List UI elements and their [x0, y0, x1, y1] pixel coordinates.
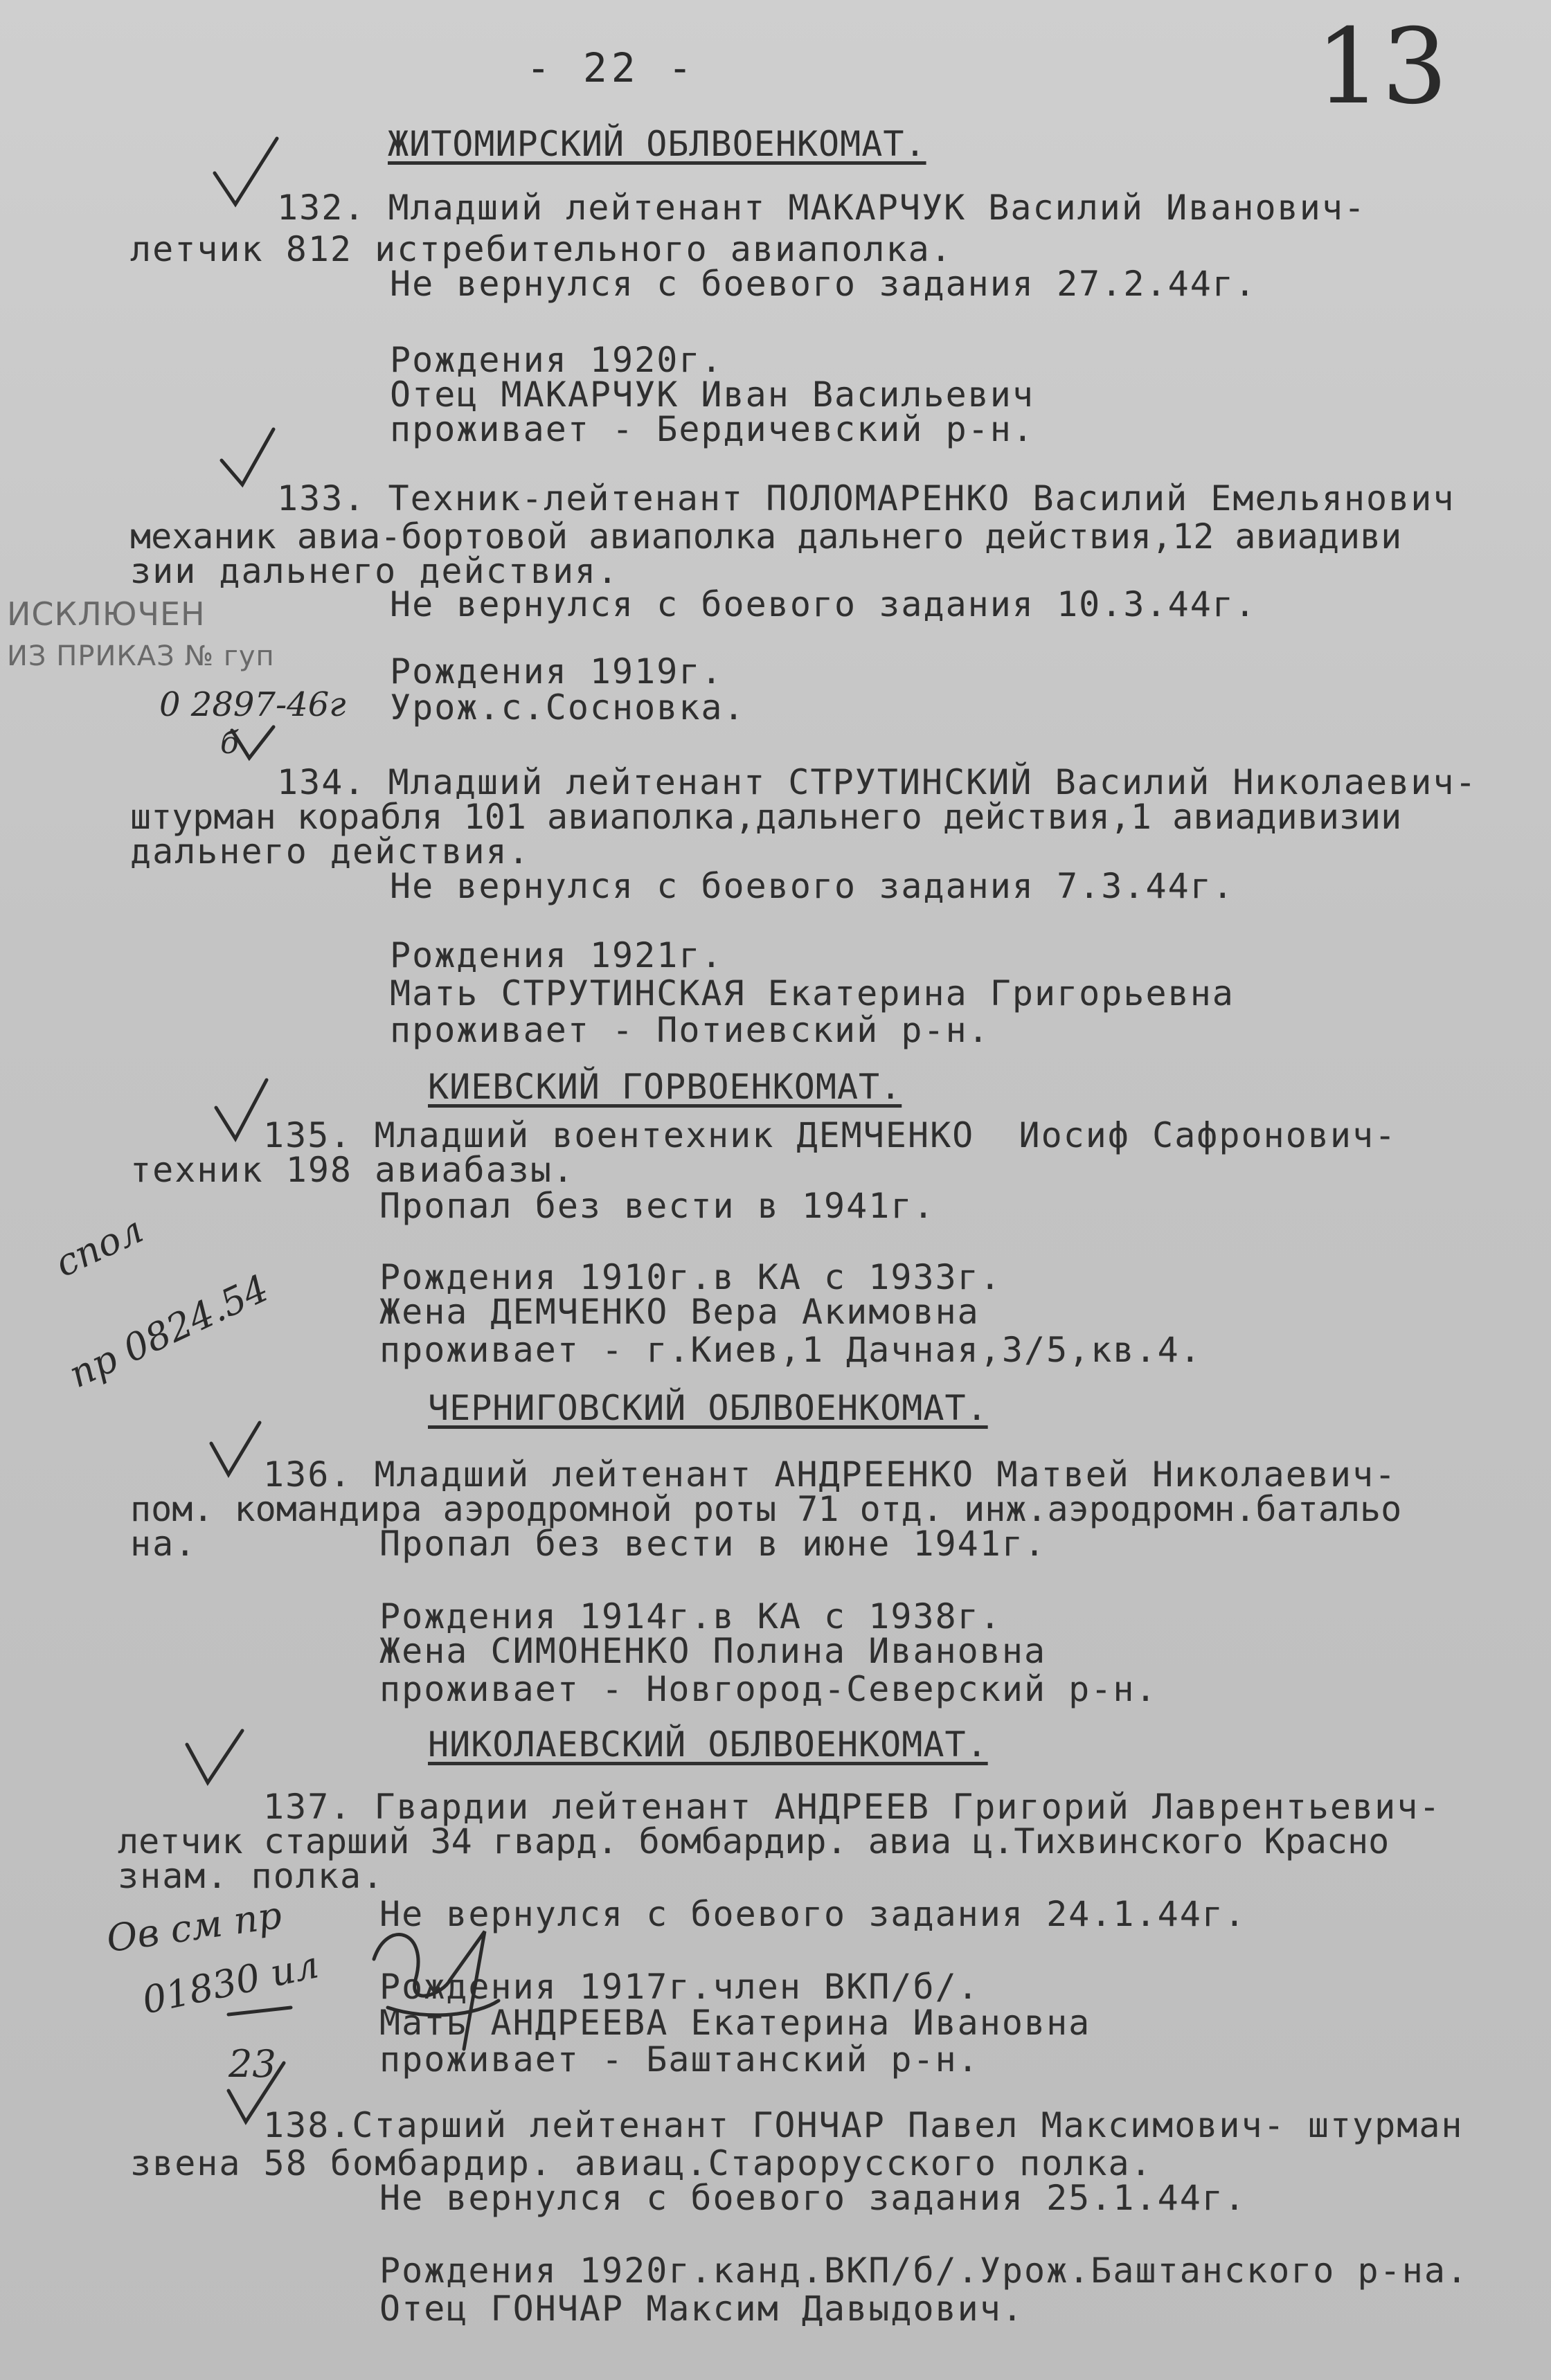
- entry-137-line-5: Рождения 1917г.член ВКП/б/.: [379, 1967, 980, 2007]
- entry-134-line-6: Мать СТРУТИНСКАЯ Екатерина Григорьевна: [390, 973, 1235, 1013]
- entry-136-line-6: Жена СИМОНЕНКО Полина Ивановна: [379, 1631, 1047, 1671]
- stamp-line-2: ИЗ ПРИКАЗ № гуп: [7, 640, 275, 672]
- entry-132-line-3: Не вернулся с боевого задания 27.2.44г.: [390, 264, 1257, 304]
- entry-137-line-3: знам. полка.: [118, 1856, 385, 1896]
- entry-134-line-3: дальнего действия.: [130, 831, 530, 872]
- handwritten-note-6: 23: [228, 2042, 276, 2086]
- entry-134-line-5: Рождения 1921г.: [390, 935, 724, 975]
- underline-mark: [228, 2008, 291, 2014]
- entry-136-line-2: пом. командира аэродромной роты 71 отд. инж.аэродромн.батальо: [130, 1489, 1402, 1529]
- entry-136-line-1: 136. Младший лейтенант АНДРЕЕНКО Матвей Николаевич-: [263, 1454, 1397, 1495]
- entry-133-line-1: 133. Техник-лейтенант ПОЛОМАРЕНКО Василий Емельянович: [277, 478, 1455, 519]
- handwritten-note-0: 0 2897-46г: [159, 685, 346, 724]
- entry-135-line-4: Рождения 1910г.в КА с 1933г.: [379, 1257, 1002, 1297]
- entry-133-line-4: Не вернулся с боевого задания 10.3.44г.: [390, 584, 1257, 624]
- entry-133-line-2: механик авиа-бортовой авиаполка дальнего действия,12 авиадиви: [130, 516, 1402, 557]
- entry-135-line-6: проживает - г.Киев,1 Дачная,3/5,кв.4.: [379, 1330, 1202, 1370]
- checkmark-icon: [187, 1731, 242, 1783]
- handwritten-note-1: б: [220, 725, 239, 761]
- entry-136-line-4: Пропал без вести в июне 1941г.: [379, 1524, 1047, 1564]
- entry-137-line-7: проживает - Баштанский р-н.: [379, 2039, 980, 2080]
- handwritten-note-4: Ов см пр: [104, 1893, 285, 1961]
- page-number: - 22 -: [526, 44, 697, 91]
- entry-134-line-4: Не вернулся с боевого задания 7.3.44г.: [390, 866, 1235, 906]
- entry-137-line-1: 137. Гвардии лейтенант АНДРЕЕВ Григорий Лаврентьевич-: [263, 1787, 1442, 1827]
- checkmark-icon: [222, 429, 274, 485]
- entry-137-line-2: летчик старший 34 гвард. бомбардир. авиа ц.Тихвинского Красно: [118, 1821, 1390, 1861]
- entry-135-line-2: техник 198 авиабазы.: [130, 1150, 575, 1190]
- entry-134-line-2: штурман корабля 101 авиаполка,дальнего действия,1 авиадивизии: [130, 797, 1402, 837]
- checkmark-icon: [215, 138, 277, 204]
- entry-135-line-1: 135. Младший воентехник ДЕМЧЕНКО Иосиф Сафронович-: [263, 1115, 1397, 1155]
- entry-137-line-4: Не вернулся с боевого задания 24.1.44г.: [379, 1894, 1246, 1934]
- entry-135-line-5: Жена ДЕМЧЕНКО Вера Акимовна: [379, 1292, 980, 1332]
- entry-132-line-6: проживает - Бердичевский р-н.: [390, 409, 1034, 449]
- sheet-number: 13: [1316, 7, 1448, 127]
- entry-136-line-5: Рождения 1914г.в КА с 1938г.: [379, 1596, 1002, 1637]
- entry-136-line-3: на.: [130, 1524, 197, 1564]
- checkmark-icon: [216, 1080, 267, 1139]
- entry-135-line-3: Пропал без вести в 1941г.: [379, 1186, 935, 1226]
- entry-132-line-1: 132. Младший лейтенант МАКАРЧУК Василий Иванович-: [277, 188, 1367, 228]
- entry-133-line-5: Рождения 1919г.: [390, 651, 724, 692]
- entry-134-line-1: 134. Младший лейтенант СТРУТИНСКИЙ Василий Николаевич-: [277, 762, 1478, 802]
- entry-138-line-4: Рождения 1920г.канд.ВКП/б/.Урож.Баштанского р-на.: [379, 2251, 1469, 2291]
- entry-133-line-6: Урож.с.Сосновка.: [390, 687, 746, 728]
- handwritten-note-5: 01830 ил: [138, 1942, 323, 2023]
- section-title-nikolaev: НИКОЛАЕВСКИЙ ОБЛВОЕНКОМАТ.: [428, 1724, 988, 1765]
- entry-138-line-2: звена 58 бомбардир. авиац.Старорусского полка.: [130, 2143, 1153, 2183]
- handwritten-note-3: пр 0824.54: [62, 1266, 276, 1397]
- entry-136-line-7: проживает - Новгород-Северский р-н.: [379, 1669, 1158, 1709]
- entry-133-line-3: зии дальнего действия.: [130, 551, 620, 591]
- section-title-chernigov: ЧЕРНИГОВСКИЙ ОБЛВОЕНКОМАТ.: [428, 1388, 988, 1428]
- entry-138-line-3: Не вернулся с боевого задания 25.1.44г.: [379, 2178, 1246, 2218]
- stamp-line-1: ИСКЛЮЧЕН: [7, 595, 206, 633]
- entry-132-line-4: Рождения 1920г.: [390, 340, 724, 380]
- entry-134-line-7: проживает - Потиевский р-н.: [390, 1010, 990, 1050]
- checkmark-icon: [211, 1423, 260, 1475]
- entry-132-line-2: летчик 812 истребительного авиаполка.: [130, 229, 953, 269]
- section-title-kiev: КИЕВСКИЙ ГОРВОЕНКОМАТ.: [428, 1067, 902, 1107]
- entry-132-line-5: Отец МАКАРЧУК Иван Васильевич: [390, 375, 1034, 415]
- entry-138-line-5: Отец ГОНЧАР Максим Давыдович.: [379, 2289, 1024, 2329]
- handwritten-note-2: спол: [48, 1207, 150, 1286]
- entry-137-line-6: Мать АНДРЕЕВА Екатерина Ивановна: [379, 2003, 1091, 2043]
- section-title-zhitomir: ЖИТОМИРСКИЙ ОБЛВОЕНКОМАТ.: [388, 124, 926, 164]
- entry-138-line-1: 138.Старший лейтенант ГОНЧАР Павел Максимович- штурман: [263, 2105, 1464, 2145]
